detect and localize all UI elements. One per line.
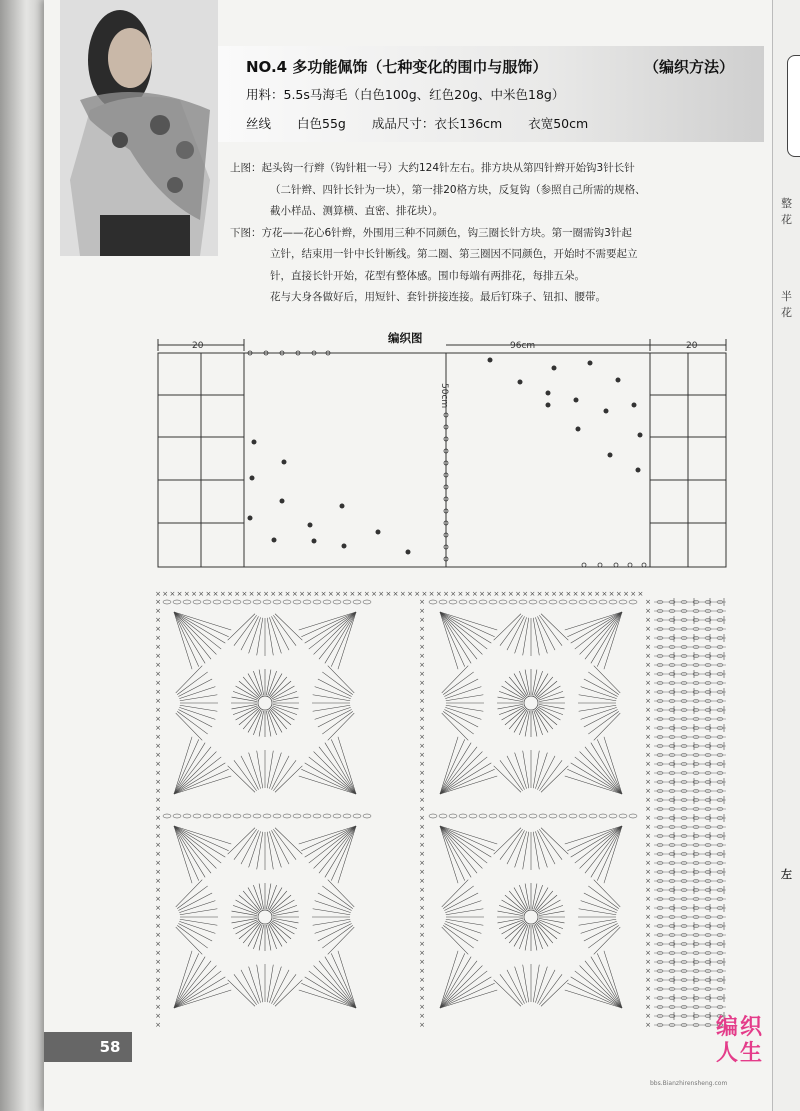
svg-text:×: × [645, 769, 651, 777]
svg-text:×: × [155, 913, 161, 921]
book-page [44, 0, 772, 1111]
svg-text:×: × [419, 868, 425, 876]
svg-text:×: × [421, 590, 428, 598]
svg-text:×: × [645, 742, 651, 750]
svg-text:×: × [155, 958, 161, 966]
svg-text:×: × [162, 590, 169, 598]
next-page-text: 左 [781, 868, 792, 881]
svg-text:×: × [419, 634, 425, 642]
svg-text:×: × [645, 877, 651, 885]
next-page-edge [772, 0, 800, 1111]
left-width-label: 20 [192, 341, 204, 351]
svg-text:×: × [645, 670, 651, 678]
svg-text:×: × [155, 922, 161, 930]
svg-text:×: × [419, 805, 425, 813]
svg-text:×: × [419, 643, 425, 651]
svg-text:×: × [155, 688, 161, 696]
svg-text:×: × [522, 590, 529, 598]
svg-text:×: × [419, 607, 425, 615]
svg-text:×: × [515, 590, 521, 598]
svg-text:×: × [419, 1012, 425, 1020]
svg-text:×: × [155, 976, 161, 984]
svg-text:×: × [419, 742, 425, 750]
svg-text:×: × [645, 814, 651, 822]
svg-text:×: × [155, 697, 161, 705]
svg-text:×: × [284, 590, 291, 598]
svg-text:×: × [572, 590, 579, 598]
svg-text:×: × [419, 598, 425, 606]
instruction-line: 花与大身各做好后，用短针、套针拼接连接。最后钉珠子、钮扣、腰带。 [270, 291, 606, 303]
svg-text:×: × [419, 688, 425, 696]
svg-text:×: × [645, 697, 651, 705]
height-label: 50cm [439, 383, 449, 409]
svg-text:×: × [419, 778, 425, 786]
svg-text:×: × [419, 616, 425, 624]
svg-text:×: × [155, 1021, 161, 1029]
svg-text:×: × [479, 590, 485, 598]
svg-text:×: × [419, 796, 425, 804]
svg-text:×: × [486, 590, 493, 598]
svg-text:×: × [543, 590, 550, 598]
svg-text:×: × [419, 814, 425, 822]
svg-text:×: × [645, 634, 651, 642]
svg-text:×: × [551, 590, 557, 598]
svg-text:×: × [155, 805, 161, 813]
svg-text:×: × [198, 590, 205, 598]
svg-text:×: × [349, 590, 356, 598]
svg-text:×: × [536, 590, 543, 598]
svg-text:×: × [212, 590, 219, 598]
svg-text:×: × [594, 590, 601, 598]
svg-text:×: × [155, 778, 161, 786]
svg-text:×: × [327, 590, 334, 598]
materials-line: 用料：5.5s马海毛（白色100g、红色20g、中米色18g） [246, 87, 565, 102]
svg-text:×: × [419, 886, 425, 894]
title-text: NO.4 多功能佩饰（七种变化的围巾与服饰） [246, 58, 548, 76]
svg-text:×: × [419, 877, 425, 885]
svg-text:×: × [645, 931, 651, 939]
svg-text:×: × [500, 590, 507, 598]
svg-text:×: × [419, 706, 425, 714]
svg-text:×: × [645, 805, 651, 813]
svg-text:×: × [645, 733, 651, 741]
instruction-line: 上图：起头钩一行辫（钩针粗一号）大约124针左右。排方块从第四针辫开始钩3针长针 [230, 162, 635, 174]
svg-text:×: × [457, 590, 464, 598]
svg-text:×: × [645, 994, 651, 1002]
svg-text:×: × [263, 590, 269, 598]
svg-text:×: × [419, 715, 425, 723]
svg-text:×: × [419, 832, 425, 840]
svg-text:×: × [155, 994, 161, 1002]
svg-text:×: × [579, 590, 586, 598]
svg-text:×: × [176, 590, 183, 598]
svg-text:×: × [645, 949, 651, 957]
svg-text:×: × [255, 590, 262, 598]
svg-text:×: × [645, 904, 651, 912]
svg-text:×: × [191, 590, 197, 598]
svg-text:×: × [419, 931, 425, 939]
svg-text:×: × [587, 590, 593, 598]
svg-text:×: × [155, 733, 161, 741]
svg-text:×: × [299, 590, 305, 598]
svg-text:×: × [608, 590, 615, 598]
svg-text:×: × [205, 590, 212, 598]
instructions [230, 158, 730, 309]
instruction-line: 截小样品、测算横、直密、排花块）。 [270, 205, 444, 217]
svg-text:×: × [645, 706, 651, 714]
svg-text:×: × [155, 1012, 161, 1020]
svg-text:×: × [155, 868, 161, 876]
svg-text:×: × [645, 841, 651, 849]
svg-text:×: × [645, 787, 651, 795]
svg-text:×: × [637, 590, 644, 598]
logo-line-1: 编织 [716, 1015, 765, 1040]
svg-text:×: × [558, 590, 565, 598]
svg-text:×: × [428, 590, 435, 598]
svg-text:×: × [407, 590, 413, 598]
svg-text:×: × [645, 724, 651, 732]
svg-text:×: × [414, 590, 421, 598]
svg-text:×: × [183, 590, 190, 598]
svg-text:×: × [155, 598, 161, 606]
svg-text:×: × [645, 1012, 651, 1020]
svg-text:×: × [155, 625, 161, 633]
svg-text:×: × [645, 850, 651, 858]
svg-text:×: × [645, 913, 651, 921]
svg-text:×: × [435, 590, 442, 598]
svg-text:×: × [645, 598, 651, 606]
svg-text:×: × [378, 590, 385, 598]
svg-text:×: × [645, 643, 651, 651]
svg-text:×: × [645, 832, 651, 840]
book-edge [0, 0, 44, 1111]
svg-text:×: × [155, 616, 161, 624]
svg-text:×: × [155, 787, 161, 795]
svg-text:×: × [155, 751, 161, 759]
svg-text:×: × [320, 590, 327, 598]
svg-text:×: × [419, 895, 425, 903]
svg-text:×: × [155, 643, 161, 651]
svg-text:×: × [645, 607, 651, 615]
logo-url: bbs.Bianzhirensheng.com [650, 1080, 728, 1087]
svg-text:×: × [419, 724, 425, 732]
svg-text:×: × [342, 590, 349, 598]
svg-text:×: × [645, 760, 651, 768]
svg-text:×: × [645, 895, 651, 903]
svg-text:×: × [155, 796, 161, 804]
svg-text:×: × [443, 590, 449, 598]
svg-text:×: × [419, 1021, 425, 1029]
svg-text:×: × [645, 886, 651, 894]
svg-text:×: × [645, 823, 651, 831]
next-page-text: 半花 [781, 290, 792, 319]
method-label: （编织方法） [644, 58, 735, 76]
instruction-line: 立针，结束用一针中长针断线。第二圈、第三圈因不同颜色，开始时不需要起立 [270, 248, 638, 260]
svg-text:×: × [645, 967, 651, 975]
svg-text:×: × [645, 625, 651, 633]
next-page-tab [787, 55, 800, 157]
svg-text:×: × [155, 859, 161, 867]
svg-text:×: × [507, 590, 514, 598]
svg-text:×: × [645, 679, 651, 687]
svg-text:×: × [291, 590, 298, 598]
svg-text:×: × [155, 823, 161, 831]
svg-text:×: × [155, 967, 161, 975]
svg-text:×: × [419, 958, 425, 966]
yarn-size-line [246, 114, 610, 132]
width-value: 衣宽50cm [528, 116, 589, 131]
svg-text:×: × [313, 590, 320, 598]
instruction-line: 下图：方花——花心6针辫，外围用三种不同颜色，钩三圈长针方块。第一圈需钩3针起 [230, 226, 632, 239]
svg-text:×: × [155, 769, 161, 777]
svg-text:×: × [419, 976, 425, 984]
page-number: 58 [88, 1032, 132, 1062]
svg-text:×: × [385, 590, 392, 598]
svg-text:×: × [155, 832, 161, 840]
model-photo [60, 0, 218, 256]
svg-text:×: × [529, 590, 536, 598]
svg-text:×: × [419, 994, 425, 1002]
svg-text:×: × [371, 590, 377, 598]
svg-text:×: × [419, 661, 425, 669]
svg-text:×: × [335, 590, 341, 598]
svg-text:×: × [277, 590, 284, 598]
svg-text:×: × [234, 590, 241, 598]
svg-text:×: × [306, 590, 313, 598]
svg-text:×: × [155, 706, 161, 714]
svg-text:×: × [419, 670, 425, 678]
svg-text:×: × [155, 760, 161, 768]
svg-text:×: × [155, 814, 161, 822]
svg-text:×: × [645, 652, 651, 660]
svg-text:×: × [155, 850, 161, 858]
logo-line-2: 人生 [716, 1041, 765, 1066]
svg-text:×: × [645, 715, 651, 723]
svg-text:×: × [155, 1003, 161, 1011]
svg-text:×: × [419, 859, 425, 867]
yarn-label: 丝线 [246, 116, 272, 131]
svg-text:×: × [645, 778, 651, 786]
svg-text:×: × [169, 590, 176, 598]
svg-text:×: × [419, 751, 425, 759]
svg-text:×: × [219, 590, 226, 598]
svg-text:×: × [155, 985, 161, 993]
svg-text:×: × [227, 590, 233, 598]
svg-text:×: × [645, 922, 651, 930]
svg-text:×: × [419, 652, 425, 660]
svg-text:×: × [645, 796, 651, 804]
svg-text:×: × [155, 670, 161, 678]
svg-text:×: × [419, 787, 425, 795]
svg-text:×: × [419, 679, 425, 687]
svg-text:×: × [419, 949, 425, 957]
svg-text:×: × [419, 697, 425, 705]
page-title [246, 56, 735, 77]
site-logo [650, 1010, 800, 1111]
svg-text:×: × [419, 625, 425, 633]
svg-text:×: × [630, 590, 637, 598]
svg-text:×: × [155, 679, 161, 687]
svg-text:×: × [155, 949, 161, 957]
instruction-line: 针，直接长针开始，花型有整体感。围巾每端有两排花，每排五朵。 [270, 269, 585, 282]
svg-text:×: × [363, 590, 370, 598]
svg-text:×: × [419, 769, 425, 777]
svg-text:×: × [155, 661, 161, 669]
schematic-diagram [44, 325, 772, 575]
svg-text:×: × [601, 590, 608, 598]
svg-text:×: × [645, 751, 651, 759]
stitch-chart [154, 588, 730, 1034]
svg-text:×: × [419, 985, 425, 993]
svg-text:×: × [155, 877, 161, 885]
svg-text:×: × [645, 868, 651, 876]
svg-text:×: × [155, 886, 161, 894]
svg-text:×: × [645, 616, 651, 624]
svg-text:×: × [155, 590, 161, 598]
svg-text:×: × [645, 976, 651, 984]
svg-text:×: × [493, 590, 500, 598]
svg-text:×: × [248, 590, 255, 598]
svg-text:×: × [155, 634, 161, 642]
svg-text:×: × [645, 958, 651, 966]
svg-text:×: × [419, 940, 425, 948]
svg-text:×: × [155, 904, 161, 912]
svg-text:×: × [399, 590, 406, 598]
svg-text:×: × [645, 688, 651, 696]
svg-text:×: × [155, 607, 161, 615]
svg-text:×: × [155, 931, 161, 939]
svg-text:×: × [155, 742, 161, 750]
svg-text:×: × [155, 895, 161, 903]
svg-text:×: × [615, 590, 622, 598]
svg-text:×: × [565, 590, 572, 598]
chart-title: 编织图 [388, 331, 423, 345]
svg-text:×: × [241, 590, 248, 598]
instruction-line: （二针辫、四针长针为一块），第一排20格方块，反复钩（参照自己所需的规格、 [270, 183, 646, 196]
svg-text:×: × [645, 1021, 651, 1029]
svg-text:×: × [155, 715, 161, 723]
next-page-text: 整花 [781, 197, 792, 226]
svg-text:×: × [471, 590, 478, 598]
svg-text:×: × [450, 590, 457, 598]
svg-text:×: × [464, 590, 471, 598]
svg-text:×: × [623, 590, 629, 598]
yarn-value: 白色55g [297, 116, 346, 131]
svg-text:×: × [645, 859, 651, 867]
svg-text:×: × [419, 913, 425, 921]
svg-text:×: × [419, 904, 425, 912]
svg-text:×: × [419, 1003, 425, 1011]
svg-text:×: × [356, 590, 363, 598]
svg-text:×: × [645, 661, 651, 669]
svg-text:×: × [419, 850, 425, 858]
svg-text:×: × [155, 841, 161, 849]
svg-text:×: × [645, 1003, 651, 1011]
svg-text:×: × [270, 590, 277, 598]
svg-text:×: × [419, 922, 425, 930]
svg-text:×: × [392, 590, 399, 598]
svg-text:×: × [419, 841, 425, 849]
svg-text:×: × [155, 940, 161, 948]
svg-text:×: × [645, 985, 651, 993]
svg-text:×: × [419, 733, 425, 741]
svg-text:×: × [155, 652, 161, 660]
svg-text:×: × [419, 760, 425, 768]
size-label: 成品尺寸：衣长136cm [371, 116, 503, 131]
svg-text:×: × [645, 940, 651, 948]
svg-text:×: × [155, 724, 161, 732]
right-width-label: 20 [686, 341, 698, 351]
center-width-label: 96cm [510, 341, 536, 351]
svg-text:×: × [419, 967, 425, 975]
svg-text:×: × [419, 823, 425, 831]
